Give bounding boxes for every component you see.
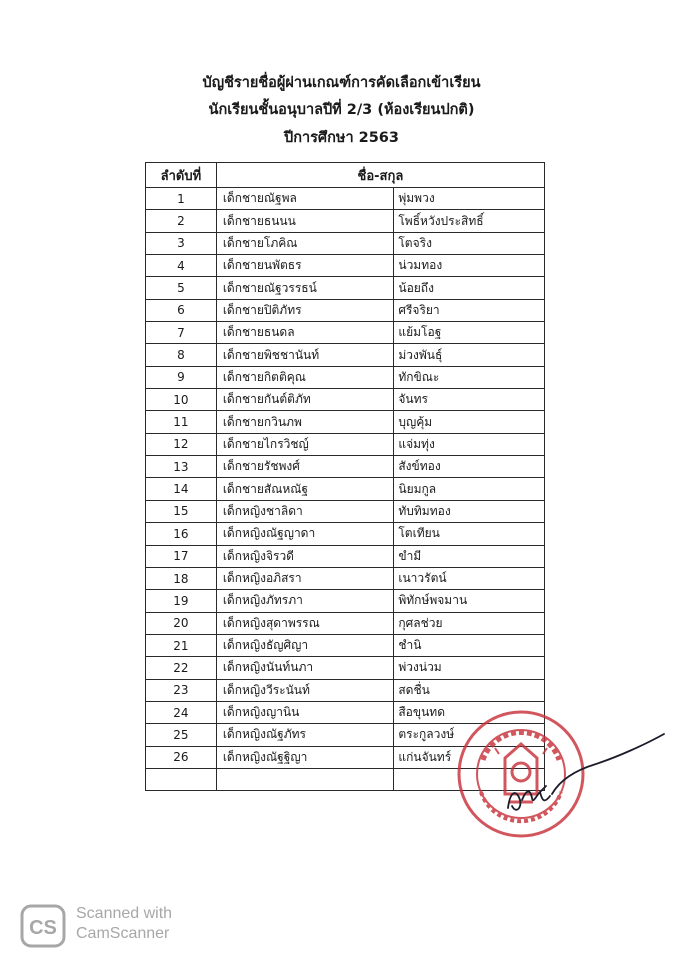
student-first-name: เด็กหญิงนันท์นภา	[216, 657, 394, 679]
table-row	[146, 255, 545, 277]
row-number: 12	[146, 433, 217, 455]
student-first-name: เด็กหญิงณัฐฐิญา	[216, 746, 394, 768]
student-first-name: เด็กชายกันต์ติภัท	[216, 389, 394, 411]
row-number: 3	[146, 232, 217, 254]
row-number: 17	[146, 545, 217, 567]
student-first-name: เด็กหญิงสุดาพรรณ	[216, 612, 394, 634]
table-row	[146, 232, 545, 254]
student-last-name: สือขุนทด	[394, 701, 545, 723]
row-number: 15	[146, 500, 217, 522]
title-line-3: ปีการศึกษา 2563	[283, 130, 399, 146]
student-last-name: น้อยถึง	[394, 277, 545, 299]
student-first-name: เด็กหญิงวีระนันท์	[216, 679, 394, 701]
student-first-name: เด็กหญิงชาลิดา	[216, 500, 394, 522]
row-number: 6	[146, 299, 217, 321]
student-last-name: ม่วงพันธุ์	[394, 344, 545, 366]
table-row	[146, 411, 545, 433]
student-first-name: เด็กหญิงจิรวดี	[216, 545, 394, 567]
student-last-name: พุ่มพวง	[394, 188, 545, 210]
student-last-name: ทับทิมทอง	[394, 500, 545, 522]
camscanner-logo	[20, 904, 66, 948]
row-number: 19	[146, 590, 217, 612]
table-row	[146, 478, 545, 500]
student-last-name: เนาวรัตน์	[394, 567, 545, 589]
student-first-name: เด็กชายณัฐพล	[216, 188, 394, 210]
student-last-name: ขำมี	[394, 545, 545, 567]
student-last-name: ชำนิ	[394, 634, 545, 656]
table-row	[146, 567, 545, 589]
row-number: 25	[146, 724, 217, 746]
watermark-line-1: Scanned with	[76, 905, 173, 922]
table-row	[146, 634, 545, 656]
student-last-name: ทักขิณะ	[394, 366, 545, 388]
table-row	[146, 657, 545, 679]
student-table	[145, 162, 545, 791]
student-last-name: พิทักษ์พจมาน	[394, 590, 545, 612]
table-row	[146, 344, 545, 366]
student-first-name: เด็กหญิงภัทรภา	[216, 590, 394, 612]
row-number: 18	[146, 567, 217, 589]
table-row	[146, 389, 545, 411]
table-row	[146, 366, 545, 388]
table-row	[146, 612, 545, 634]
student-first-name: เด็กหญิงณัฐภัทร	[216, 724, 394, 746]
student-last-name: นิยมกูล	[394, 478, 545, 500]
student-last-name: แก่นจันทร์	[394, 746, 545, 768]
row-number: 22	[146, 657, 217, 679]
student-first-name: เด็กชายโภคิณ	[216, 232, 394, 254]
student-last-name: ศรีจริยา	[394, 299, 545, 321]
student-last-name: สังข์ทอง	[394, 456, 545, 478]
student-first-name: เด็กหญิงญานิน	[216, 701, 394, 723]
table-row	[146, 523, 545, 545]
row-number: 23	[146, 679, 217, 701]
student-first-name	[216, 768, 394, 790]
table-row	[146, 322, 545, 344]
student-last-name: กุศลช่วย	[394, 612, 545, 634]
student-first-name: เด็กชายณัฐวรรธน์	[216, 277, 394, 299]
table-row	[146, 456, 545, 478]
student-last-name: บุญคุ้ม	[394, 411, 545, 433]
camscanner-watermark	[76, 904, 172, 944]
student-first-name: เด็กหญิงธัญศิญา	[216, 634, 394, 656]
row-number: 4	[146, 255, 217, 277]
camscanner-logo-text: CS	[29, 917, 57, 939]
table-row	[146, 210, 545, 232]
student-first-name: เด็กชายปิติภัทร	[216, 299, 394, 321]
row-number: 13	[146, 456, 217, 478]
student-first-name: เด็กชายสัณหณัฐ	[216, 478, 394, 500]
row-number: 5	[146, 277, 217, 299]
row-number: 20	[146, 612, 217, 634]
row-number: 10	[146, 389, 217, 411]
row-number: 9	[146, 366, 217, 388]
table-row	[146, 299, 545, 321]
student-last-name: แจ่มทุ่ง	[394, 433, 545, 455]
watermark-line-2: CamScanner	[76, 925, 170, 942]
student-first-name: เด็กชายธนนน	[216, 210, 394, 232]
student-first-name: เด็กชายกิตติคุณ	[216, 366, 394, 388]
row-number: 16	[146, 523, 217, 545]
student-last-name: โพธิ์หวังประสิทธิ์	[394, 210, 545, 232]
table-row	[146, 590, 545, 612]
student-first-name: เด็กชายกวินภพ	[216, 411, 394, 433]
student-first-name: เด็กชายไกรวิชญ์	[216, 433, 394, 455]
table-row	[146, 188, 545, 210]
table-row	[146, 433, 545, 455]
table-row	[146, 277, 545, 299]
student-first-name: เด็กชายธนดล	[216, 322, 394, 344]
row-number: 24	[146, 701, 217, 723]
title-line-2: นักเรียนชั้นอนุบาลปีที่ 2/3 (ห้องเรียนปกติ)	[208, 102, 475, 118]
table-row	[146, 545, 545, 567]
table-row	[146, 500, 545, 522]
row-number: 7	[146, 322, 217, 344]
student-last-name: น่วมทอง	[394, 255, 545, 277]
row-number: 14	[146, 478, 217, 500]
table-header-row	[146, 163, 545, 188]
student-first-name: เด็กหญิงณัฐญาดา	[216, 523, 394, 545]
table-row	[146, 679, 545, 701]
row-number: 8	[146, 344, 217, 366]
row-number: 1	[146, 188, 217, 210]
student-first-name: เด็กชายรัชพงศ์	[216, 456, 394, 478]
student-last-name: โตจริง	[394, 232, 545, 254]
student-last-name: โตเทียน	[394, 523, 545, 545]
title-line-1: บัญชีรายชื่อผู้ผ่านเกณฑ์การคัดเลือกเข้าเรียน	[202, 75, 481, 91]
row-number	[146, 768, 217, 790]
row-number: 26	[146, 746, 217, 768]
student-first-name: เด็กชายนพัตธร	[216, 255, 394, 277]
header-number: ลำดับที่	[146, 163, 217, 188]
signature	[480, 730, 670, 840]
row-number: 11	[146, 411, 217, 433]
student-last-name: จันทร	[394, 389, 545, 411]
student-last-name: สดชื่น	[394, 679, 545, 701]
header-name: ชื่อ-สกุล	[216, 163, 544, 188]
student-last-name: ตระกูลวงษ์	[394, 724, 545, 746]
row-number: 21	[146, 634, 217, 656]
row-number: 2	[146, 210, 217, 232]
student-first-name: เด็กหญิงอภิสรา	[216, 567, 394, 589]
student-last-name: พ่วงน่วม	[394, 657, 545, 679]
student-last-name: แย้มโอฐ	[394, 322, 545, 344]
student-first-name: เด็กชายพิชชานันท์	[216, 344, 394, 366]
